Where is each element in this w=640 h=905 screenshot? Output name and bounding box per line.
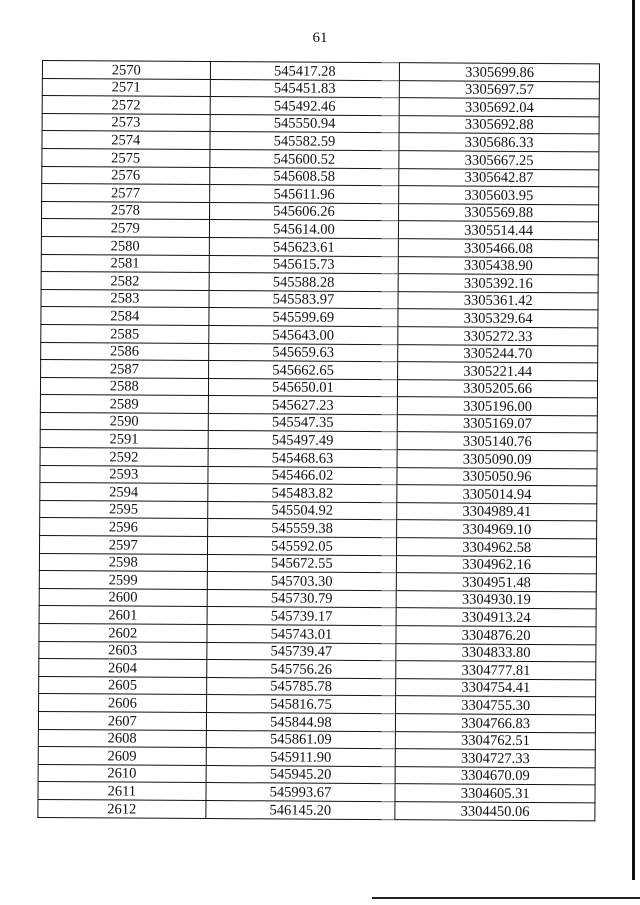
x-coordinate-cell: 545608.58 [209,167,399,186]
x-coordinate-cell: 545623.61 [209,237,399,256]
x-coordinate-cell: 545417.28 [210,62,400,81]
y-coordinate-cell: 3304876.20 [396,626,596,645]
x-coordinate-cell: 545672.55 [207,554,397,573]
y-coordinate-cell: 3305169.07 [398,415,598,434]
y-coordinate-cell: 3305140.76 [397,432,597,451]
y-coordinate-cell: 3304962.58 [397,538,597,557]
page-edge-bar [632,0,635,880]
x-coordinate-cell: 545599.69 [208,308,398,327]
point-number-cell: 2580 [41,236,209,255]
x-coordinate-cell: 545739.17 [207,607,397,626]
y-coordinate-cell: 3304962.16 [397,555,597,574]
point-number-cell: 2584 [41,307,209,326]
y-coordinate-cell: 3305697.57 [400,80,600,99]
point-number-cell: 2598 [39,553,207,572]
x-coordinate-cell: 545756.26 [206,660,396,679]
x-coordinate-cell: 545739.47 [206,642,396,661]
x-coordinate-cell: 545468.63 [208,449,398,468]
x-coordinate-cell: 545466.02 [208,466,398,485]
point-number-cell: 2587 [41,360,209,379]
point-number-cell: 2581 [41,254,209,273]
y-coordinate-cell: 3304777.81 [396,661,596,680]
point-number-cell: 2608 [38,729,206,748]
y-coordinate-cell: 3305272.33 [398,327,598,346]
y-coordinate-cell: 3305438.90 [398,256,598,275]
x-coordinate-cell: 545550.94 [210,114,400,133]
point-number-cell: 2583 [41,289,209,308]
point-number-cell: 2585 [41,324,209,343]
y-coordinate-cell: 3305667.25 [399,151,599,170]
y-coordinate-cell: 3305014.94 [397,485,597,504]
y-coordinate-cell: 3304762.51 [396,731,596,750]
x-coordinate-cell: 545743.01 [207,625,397,644]
y-coordinate-cell: 3304755.30 [396,696,596,715]
x-coordinate-cell: 545592.05 [207,537,397,556]
y-coordinate-cell: 3305244.70 [398,344,598,363]
point-number-cell: 2586 [41,342,209,361]
y-coordinate-cell: 3305221.44 [398,362,598,381]
point-number-cell: 2603 [39,641,207,660]
y-coordinate-cell: 3305699.86 [400,63,600,82]
point-number-cell: 2582 [41,272,209,291]
x-coordinate-cell: 545483.82 [207,484,397,503]
y-coordinate-cell: 3305090.09 [397,450,597,469]
point-number-cell: 2588 [40,377,208,396]
y-coordinate-cell: 3305329.64 [398,309,598,328]
x-coordinate-cell: 545614.00 [209,220,399,239]
y-coordinate-cell: 3305642.87 [399,168,599,187]
x-coordinate-cell: 545785.78 [206,677,396,696]
y-coordinate-cell: 3305514.44 [399,221,599,240]
x-coordinate-cell: 545451.83 [210,79,400,98]
point-number-cell: 2593 [40,465,208,484]
point-number-cell: 2599 [39,571,207,590]
x-coordinate-cell: 545583.97 [209,290,399,309]
x-coordinate-cell: 545662.65 [208,361,398,380]
y-coordinate-cell: 3305686.33 [399,133,599,152]
point-number-cell: 2578 [42,201,210,220]
point-number-cell: 2570 [42,61,210,80]
x-coordinate-cell: 545588.28 [209,273,399,292]
x-coordinate-cell: 545606.26 [209,202,399,221]
y-coordinate-cell: 3305692.88 [399,115,599,134]
point-number-cell: 2591 [40,430,208,449]
point-number-cell: 2572 [42,96,210,115]
x-coordinate-cell: 545497.49 [208,431,398,450]
point-number-cell: 2590 [40,412,208,431]
point-number-cell: 2589 [40,395,208,414]
y-coordinate-cell: 3305692.04 [399,98,599,117]
x-coordinate-cell: 545492.46 [210,97,400,116]
x-coordinate-cell: 546145.20 [205,800,395,819]
point-number-cell: 2592 [40,448,208,467]
point-number-cell: 2611 [38,782,206,801]
x-coordinate-cell: 545844.98 [206,712,396,731]
y-coordinate-cell: 3305392.16 [398,274,598,293]
y-coordinate-cell: 3304766.83 [396,714,596,733]
point-number-cell: 2606 [39,694,207,713]
y-coordinate-cell: 3304605.31 [395,784,595,803]
point-number-cell: 2575 [42,148,210,167]
bottom-rule [372,897,640,899]
x-coordinate-cell: 545993.67 [206,783,396,802]
x-coordinate-cell: 545600.52 [209,149,399,168]
y-coordinate-cell: 3305050.96 [397,467,597,486]
point-number-cell: 2600 [39,588,207,607]
point-number-cell: 2602 [39,623,207,642]
y-coordinate-cell: 3305603.95 [399,186,599,205]
y-coordinate-cell: 3304754.41 [396,678,596,697]
y-coordinate-cell: 3305466.08 [399,239,599,258]
x-coordinate-cell: 545547.35 [208,413,398,432]
page-number: 61 [312,30,328,46]
point-number-cell: 2609 [38,747,206,766]
point-number-cell: 2610 [38,764,206,783]
point-number-cell: 2577 [42,184,210,203]
table-row [38,799,595,820]
y-coordinate-cell: 3304930.19 [396,590,596,609]
x-coordinate-cell: 545627.23 [208,396,398,415]
x-coordinate-cell: 545582.59 [210,132,400,151]
point-number-cell: 2596 [40,518,208,537]
point-number-cell: 2571 [42,78,210,97]
x-coordinate-cell: 545703.30 [207,572,397,591]
x-coordinate-cell: 545911.90 [206,748,396,767]
y-coordinate-cell: 3305205.66 [398,379,598,398]
x-coordinate-cell: 545730.79 [207,589,397,608]
x-coordinate-cell: 545945.20 [206,765,396,784]
point-number-cell: 2597 [39,536,207,555]
x-coordinate-cell: 545504.92 [207,501,397,520]
point-number-cell: 2605 [39,676,207,695]
point-number-cell: 2573 [42,113,210,132]
y-coordinate-cell: 3304727.33 [395,749,595,768]
y-coordinate-cell: 3304913.24 [396,608,596,627]
point-number-cell: 2612 [38,799,206,818]
point-number-cell: 2594 [40,483,208,502]
x-coordinate-cell: 545643.00 [208,325,398,344]
point-number-cell: 2601 [39,606,207,625]
x-coordinate-cell: 545659.63 [208,343,398,362]
x-coordinate-cell: 545611.96 [209,185,399,204]
point-number-cell: 2595 [40,500,208,519]
x-coordinate-cell: 545559.38 [207,519,397,538]
point-number-cell: 2574 [42,131,210,150]
coordinates-table-body [38,61,600,821]
y-coordinate-cell: 3304969.10 [397,520,597,539]
y-coordinate-cell: 3304951.48 [397,573,597,592]
y-coordinate-cell: 3305569.88 [399,203,599,222]
y-coordinate-cell: 3305361.42 [398,291,598,310]
point-number-cell: 2604 [39,659,207,678]
y-coordinate-cell: 3304450.06 [395,802,595,821]
y-coordinate-cell: 3304989.41 [397,503,597,522]
y-coordinate-cell: 3304833.80 [396,643,596,662]
x-coordinate-cell: 545861.09 [206,730,396,749]
x-coordinate-cell: 545650.01 [208,378,398,397]
x-coordinate-cell: 545615.73 [209,255,399,274]
point-number-cell: 2579 [41,219,209,238]
coordinates-table [37,60,600,821]
y-coordinate-cell: 3304670.09 [395,766,595,785]
y-coordinate-cell: 3305196.00 [398,397,598,416]
point-number-cell: 2576 [42,166,210,185]
point-number-cell: 2607 [38,711,206,730]
x-coordinate-cell: 545816.75 [206,695,396,714]
